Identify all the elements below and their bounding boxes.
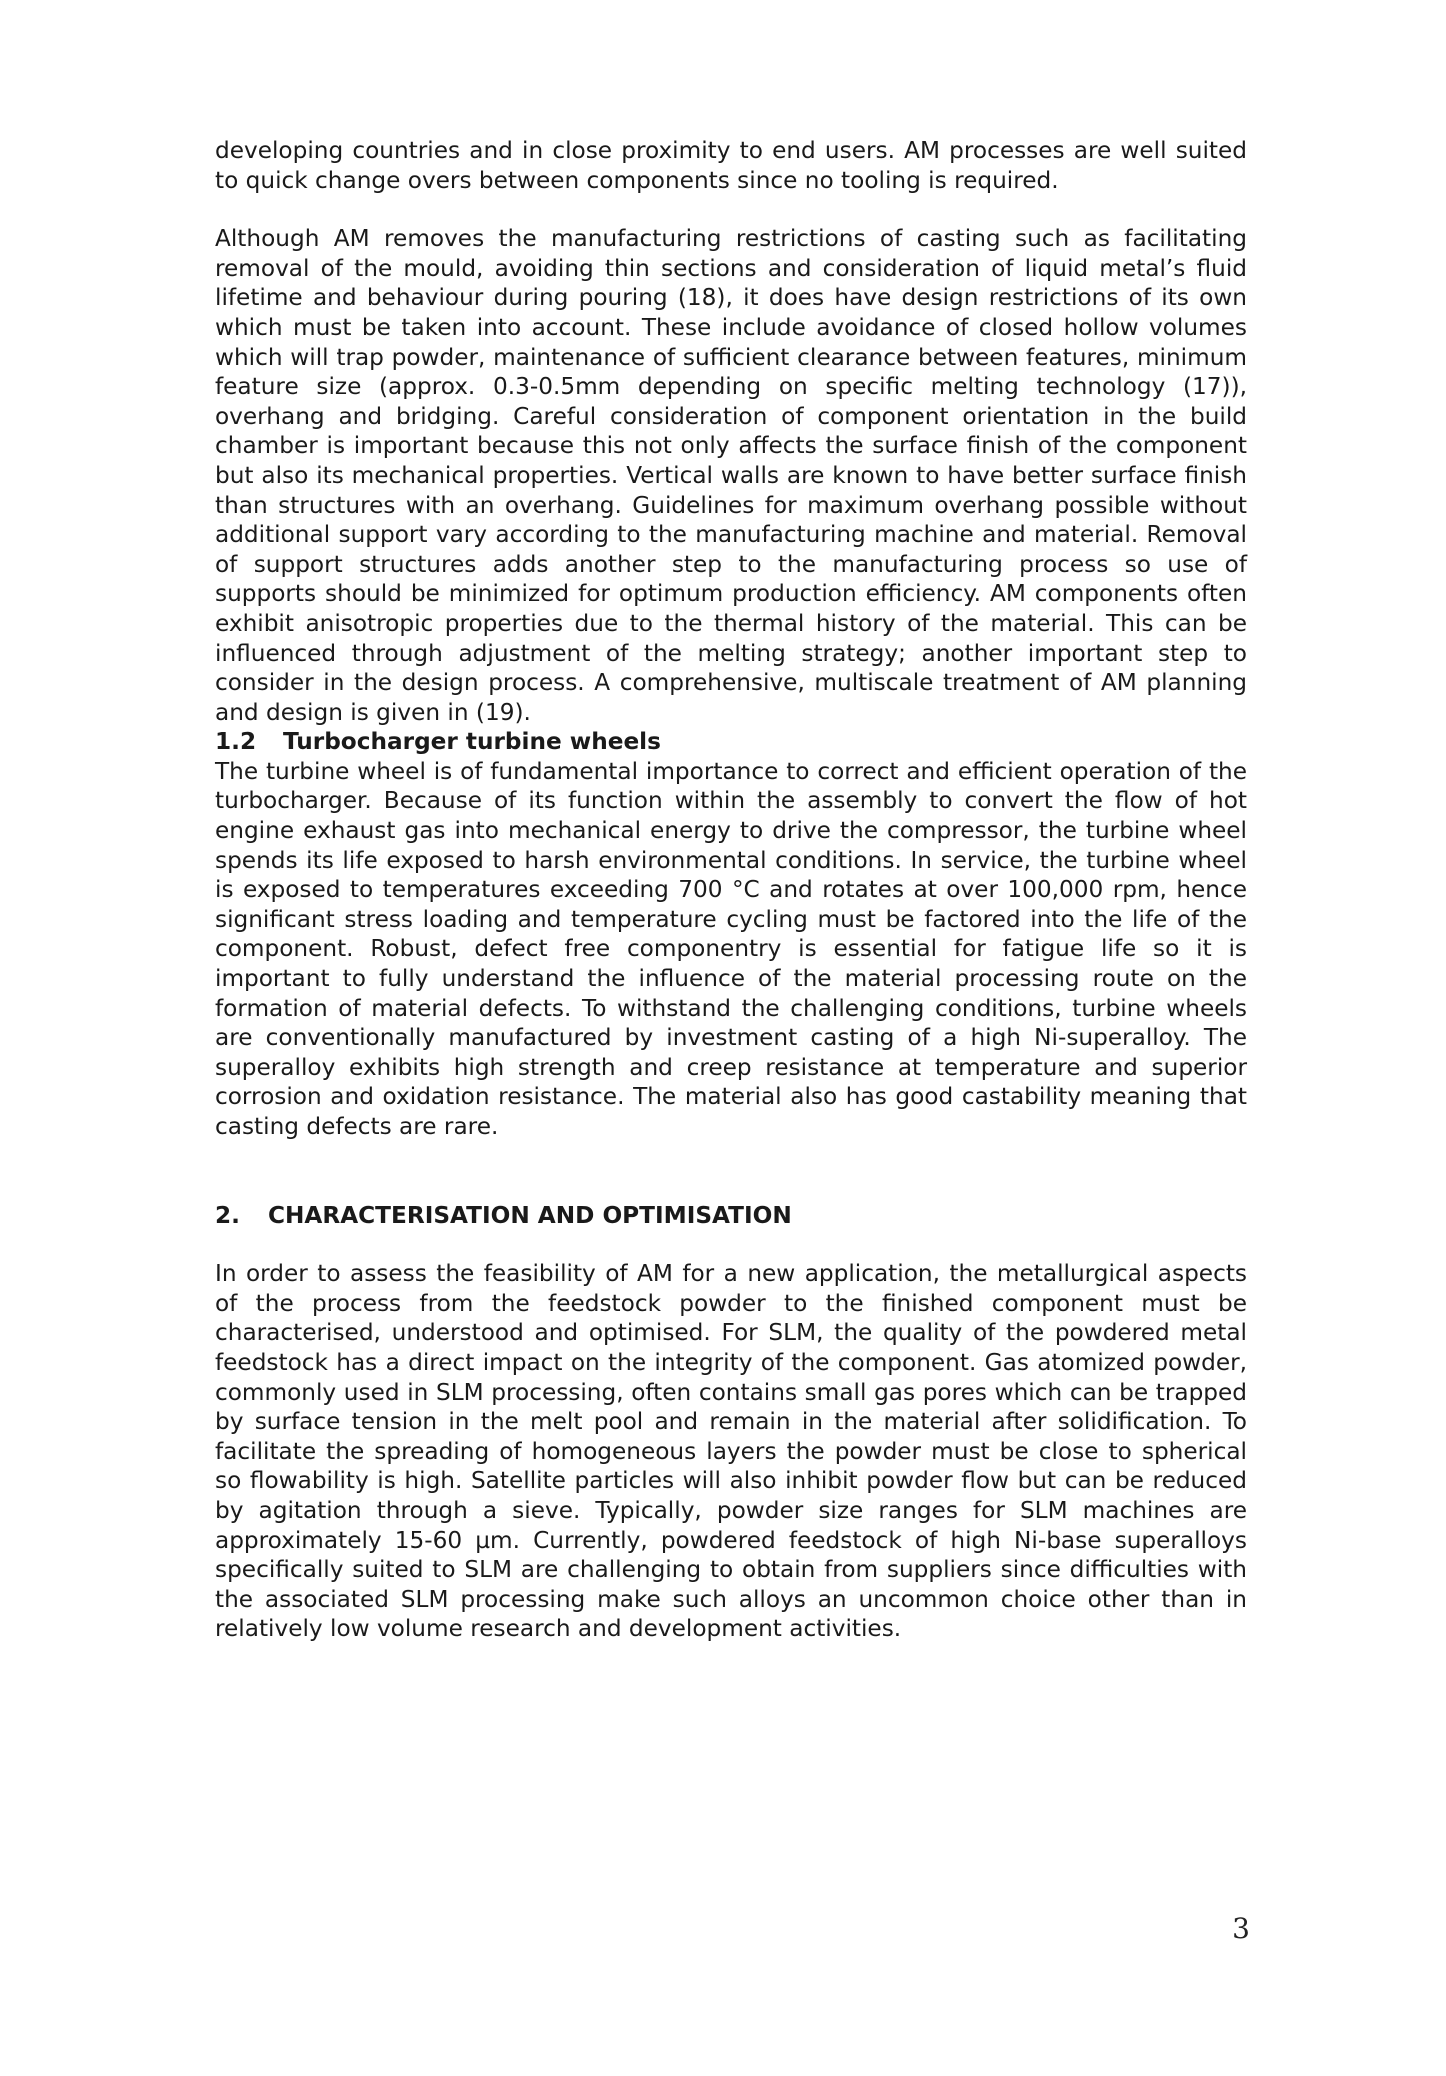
section-number: 2. [215,1201,240,1229]
characterisation-paragraph: In order to assess the feasibility of AM for a new application, the metallurgical aspects of the process from the feedstock powder to the finished component must be characterised, understood and optimised. For SLM, the quality of the powdered metal feedstock has a direct impact on the integrity of the component. Gas atomized powder, commonly used in SLM processing, often contains small gas pores which can be trapped by surface tension in the melt pool and remain in the material after solidification. To facilitate the spreading of homogeneous layers the powder must be close to spherical so flowability is high. Satellite particles will also inhibit powder flow but can be reduced by agitation through a sieve. Typically, powder size ranges for SLM machines are approximately 15-60 µm. Currently, powdered feedstock of high Ni-base superalloys specifically suited to SLM are challenging to obtain from suppliers since difficulties with the associated SLM processing make such alloys an uncommon choice other than in relatively low volume research and development activities. [215,1260,1247,1643]
document-page [215,136,1247,1644]
subsection-number: 1.2 [215,728,257,756]
intro-continuation-paragraph: developing countries and in close proximity to end users. AM processes are well suited to quick change overs between components since no tooling is required. [215,137,1247,194]
subsection-heading [215,727,1247,757]
page-number: 3 [1232,1912,1250,1945]
turbine-wheel-paragraph: The turbine wheel is of fundamental importance to correct and efficient operation of the turbocharger. Because of its function within the assembly to convert the flow of hot engine exhaust gas into mechanical energy to drive the compressor, the turbine wheel spends its life exposed to harsh environmental conditions. In service, the turbine wheel is exposed to temperatures exceeding 700 °C and rotates at over 100,000 rpm, hence significant stress loading and temperature cycling must be factored into the life of the component. Robust, defect free componentry is essential for fatigue life so it is important to fully understand the influence of the material processing route on the formation of material defects. To withstand the challenging conditions, turbine wheels are conventionally manufactured by investment casting of a high Ni-superalloy. The superalloy exhibits high strength and creep resistance at temperature and superior corrosion and oxidation resistance. The material also has good castability meaning that casting defects are rare. [215,757,1247,1140]
am-design-restrictions-paragraph: Although AM removes the manufacturing restrictions of casting such as facilitating removal of the mould, avoiding thin sections and consideration of liquid metal’s fluid lifetime and behaviour during pouring (18), it does have design restrictions of its own which must be taken into account. These include avoidance of closed hollow volumes which will trap powder, maintenance of sufficient clearance between features, minimum feature size (approx. 0.3-0.5mm depending on specific melting technology (17)), overhang and bridging. Careful consideration of component orientation in the build chamber is important because this not only affects the surface finish of the component but also its mechanical properties. Vertical walls are known to have better surface finish than structures with an overhang. Guidelines for maximum overhang possible without additional support vary according to the manufacturing machine and material. Removal of support structures adds another step to the manufacturing process so use of supports should be minimized for optimum production efficiency. AM components often exhibit anisotropic properties due to the thermal history of the material. This can be influenced through adjustment of the melting strategy; another important step to consider in the design process. A comprehensive, multiscale treatment of AM planning and design is given in (19). [215,225,1247,726]
section-heading [215,1201,1247,1231]
subsection-title: Turbocharger turbine wheels [283,728,661,756]
section-title: CHARACTERISATION AND OPTIMISATION [268,1201,792,1229]
